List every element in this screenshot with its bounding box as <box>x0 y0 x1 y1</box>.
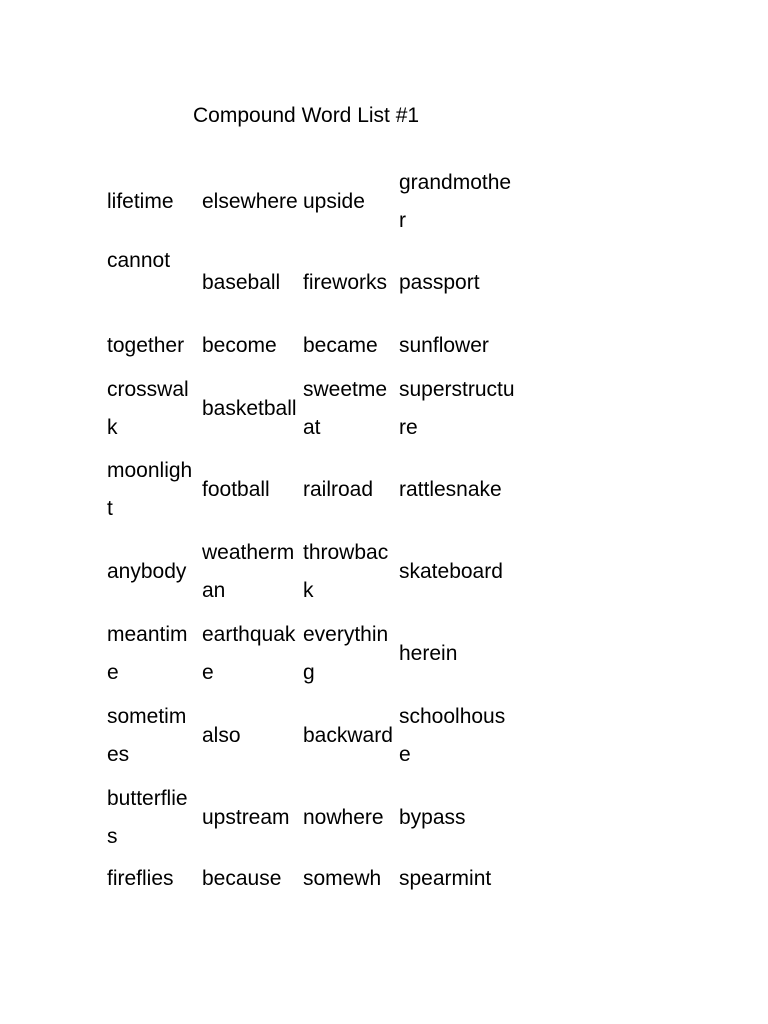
word-cell: crosswalk <box>107 377 189 439</box>
word-cell: superstructure <box>399 377 515 439</box>
word-cell: railroad <box>303 478 374 501</box>
word-cell: lifetime <box>107 190 174 213</box>
word-cell: sunflower <box>399 334 489 357</box>
word-cell: together <box>107 334 185 357</box>
word-cell: baseball <box>202 271 281 294</box>
word-cell: football <box>202 478 270 501</box>
word-cell: upside <box>303 190 365 213</box>
table-row <box>103 242 515 324</box>
table-row <box>103 859 515 899</box>
word-cell: become <box>202 334 277 357</box>
word-cell: became <box>303 334 378 357</box>
table-row <box>103 777 515 859</box>
word-cell: skateboard <box>399 560 503 583</box>
document-title: Compound Word List #1 <box>193 104 420 127</box>
table-row <box>103 324 515 368</box>
word-cell: rattlesnake <box>399 478 502 501</box>
word-cell: passport <box>399 271 480 294</box>
word-cell: everything <box>303 623 389 684</box>
word-cell: anybody <box>107 560 187 583</box>
word-cell: also <box>202 724 241 747</box>
word-cell: sweetmeat <box>303 377 388 439</box>
table-row <box>103 695 515 777</box>
word-cell: cannot <box>107 249 171 272</box>
word-cell: throwback <box>303 541 389 602</box>
table-row <box>103 162 515 242</box>
word-cell: somewh <box>303 867 382 890</box>
word-cell: basketball <box>202 396 297 420</box>
word-cell: meantime <box>107 623 188 684</box>
word-cell: herein <box>399 642 458 665</box>
word-cell: butterflies <box>107 787 188 848</box>
word-cell: because <box>202 867 282 890</box>
compound-word-table <box>103 162 515 899</box>
word-cell: sometimes <box>107 705 187 766</box>
table-row <box>103 368 515 449</box>
table-row <box>103 531 515 613</box>
word-cell: spearmint <box>399 867 492 890</box>
word-cell: moonlight <box>107 459 193 520</box>
word-cell: weatherman <box>202 541 295 602</box>
word-cell: bypass <box>399 806 466 829</box>
word-cell: upstream <box>202 806 290 829</box>
word-cell: elsewhere <box>202 190 298 213</box>
word-cell: schoolhouse <box>399 705 506 766</box>
word-cell: fireworks <box>303 271 388 294</box>
word-cell: earthquake <box>202 623 296 684</box>
table-row <box>103 449 515 531</box>
table-row <box>103 613 515 695</box>
word-cell: nowhere <box>303 806 384 829</box>
word-cell: grandmother <box>399 171 512 232</box>
word-cell: backward <box>303 724 393 747</box>
word-cell: fireflies <box>107 867 174 890</box>
